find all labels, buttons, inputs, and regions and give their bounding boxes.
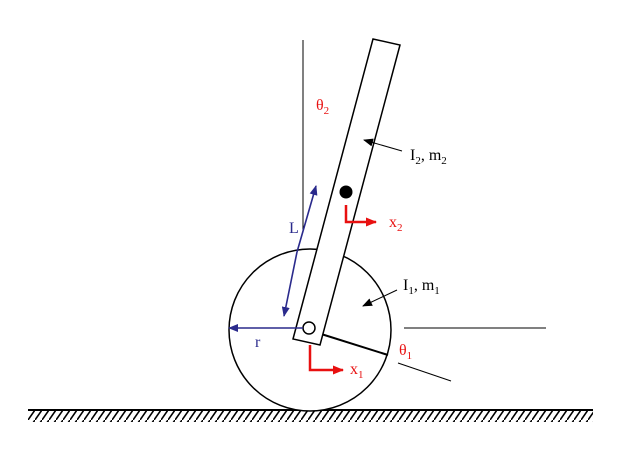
- body1-inertia-subscript: 1: [408, 285, 414, 297]
- body1-mass-symbol: , m: [413, 277, 435, 294]
- x2-symbol: x: [389, 214, 397, 231]
- theta1-subscript: 1: [406, 350, 413, 362]
- x1-subscript: 1: [358, 369, 364, 381]
- theta1-label: [399, 342, 412, 362]
- x2-subscript: 2: [397, 222, 403, 234]
- body2-inertia-subscript: 2: [415, 155, 421, 167]
- theta1-symbol: θ: [399, 342, 407, 359]
- length-arrow: [297, 186, 316, 252]
- ground: [28, 410, 593, 422]
- body1-inertia-symbol: I: [403, 277, 409, 294]
- body2-mass-subscript: 2: [441, 155, 447, 167]
- wheel-axle-pivot: [303, 322, 315, 334]
- x2-label: [389, 214, 403, 234]
- pendulum-center-of-mass: [340, 186, 353, 199]
- theta2-subscript: 2: [323, 105, 330, 117]
- body2-mass-symbol: , m: [420, 147, 442, 164]
- length-label: L: [289, 220, 299, 237]
- body1-inertia-mass-label: [403, 277, 440, 297]
- ground-hatching: [28, 410, 593, 422]
- body2-inertia-symbol: I: [410, 147, 416, 164]
- body1-mass-subscript: 1: [434, 285, 440, 297]
- radius-label: r: [255, 334, 261, 351]
- x1-symbol: x: [350, 361, 358, 378]
- theta2-symbol: θ: [316, 97, 324, 114]
- theta1-angle-line: [398, 363, 451, 381]
- body2-inertia-mass-label: [410, 147, 447, 167]
- theta2-label: [316, 97, 329, 117]
